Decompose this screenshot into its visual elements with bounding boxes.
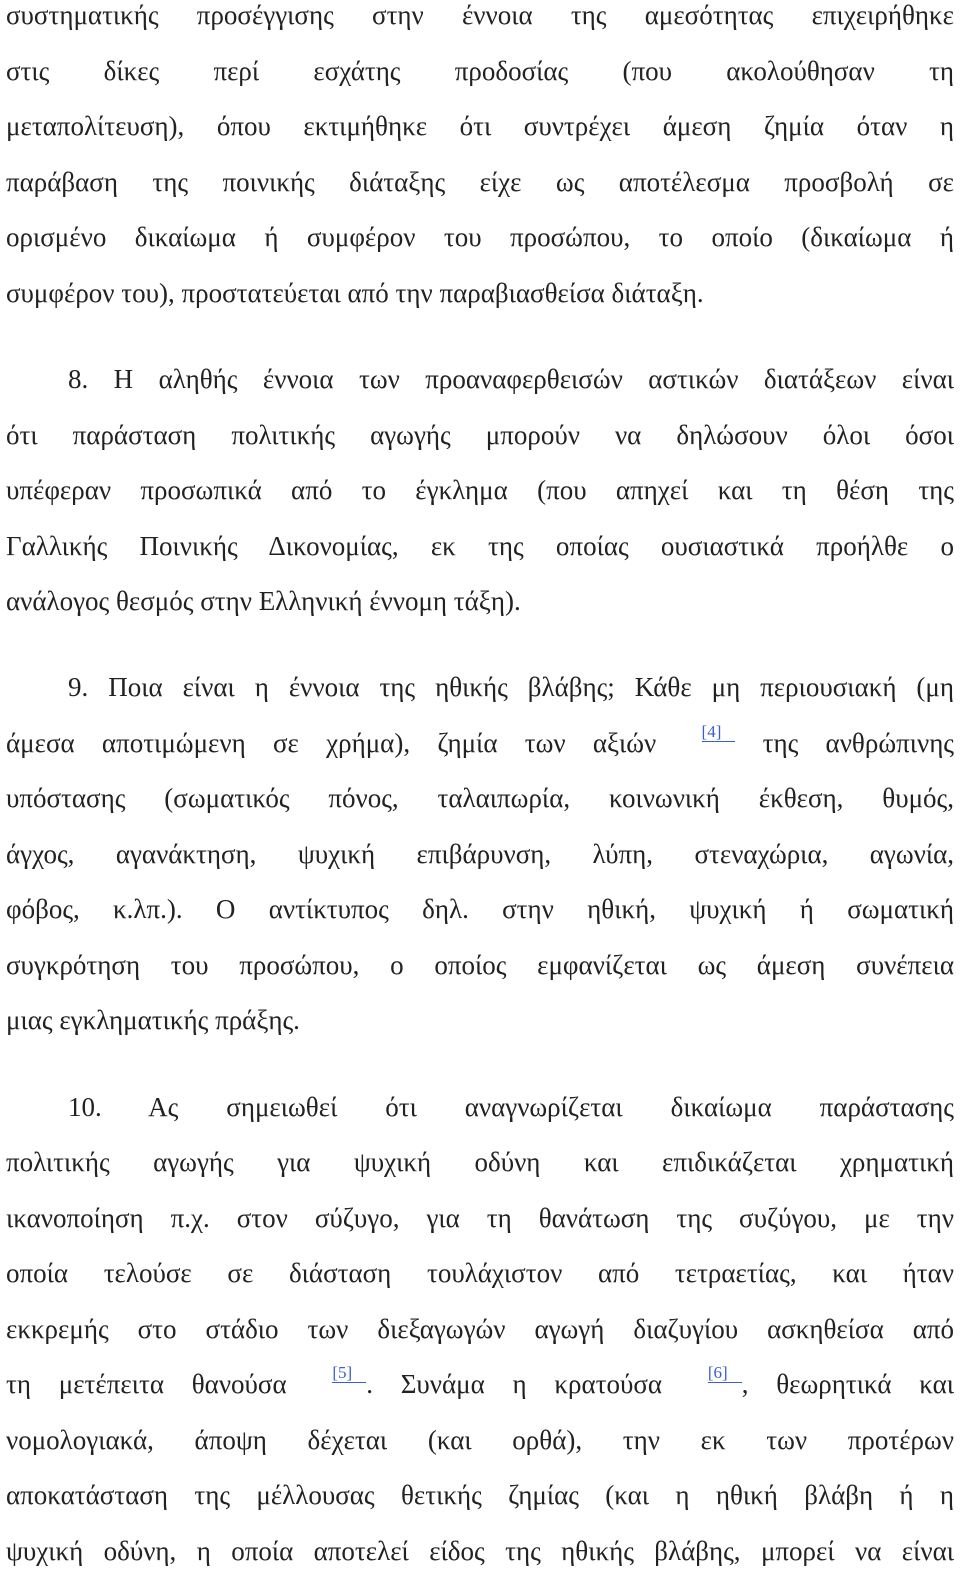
- line-segment: τη μετέπειτα θανούσα: [6, 1369, 287, 1399]
- text-line: υπόστασης (σωματικός πόνος, ταλαιπωρία, κοινωνική έκθεση, θυμός,: [6, 783, 954, 813]
- line-segment: άμεσα αποτιμώμενη σε χρήμα), ζημία των αξιών: [6, 728, 657, 758]
- text-line: στις δίκες περί εσχάτης προδοσίας (που ακολούθησαν τη: [6, 56, 954, 86]
- text-line: συμφέρον του), προστατεύεται από την παραβιασθείσα διάταξη.: [6, 278, 704, 308]
- text-line: ικανοποίηση π.χ. στον σύζυγο, για τη θανάτωση της συζύγου, με την: [6, 1203, 954, 1233]
- text-line: ψυχική οδύνη, η οποία αποτελεί είδος της ηθικής βλάβης, μπορεί να είναι: [6, 1536, 954, 1566]
- text-line: εκκρεμής στο στάδιο των διεξαγωγών αγωγή διαζυγίου ασκηθείσα από: [6, 1314, 954, 1344]
- text-line: αποκατάσταση της μέλλουσας θετικής ζημίας (και η ηθική βλάβη ή η: [6, 1480, 954, 1510]
- text-line: συστηματικής προσέγγισης στην έννοια της αμεσότητας επιχειρήθηκε: [6, 0, 954, 30]
- text-line: φόβος, κ.λπ.). Ο αντίκτυπος δηλ. στην ηθική, ψυχική ή σωματική: [6, 894, 954, 924]
- paragraph-first-line: 10. Ας σημειωθεί ότι αναγνωρίζεται δικαίωμα παράστασης: [68, 1092, 954, 1122]
- text-line: ότι παράσταση πολιτικής αγωγής μπορούν να δηλώσουν όλοι όσοι: [6, 420, 954, 450]
- text-line: συγκρότηση του προσώπου, ο οποίος εμφανίζεται ως άμεση συνέπεια: [6, 950, 954, 980]
- footnote-link[interactable]: [5]: [332, 1364, 366, 1383]
- text-line: νομολογιακά, άποψη δέχεται (και ορθά), την εκ των προτέρων: [6, 1425, 954, 1455]
- text-line: παράβαση της ποινικής διάταξης είχε ως αποτέλεσμα προσβολή σε: [6, 167, 954, 197]
- line-segment: της ανθρώπινης: [762, 728, 954, 758]
- line-segment: , θεωρητικά και: [741, 1369, 955, 1399]
- text-line: μεταπολίτευση), όπου εκτιμήθηκε ότι συντρέχει άμεση ζημία όταν η: [6, 111, 954, 141]
- text-line: πολιτικής αγωγής για ψυχική οδύνη και επιδικάζεται χρηματική: [6, 1147, 954, 1177]
- text-line: υπέφεραν προσωπικά από το έγκλημα (που απηχεί και τη θέση της: [6, 475, 954, 505]
- text-line: ορισμένο δικαίωμα ή συμφέρον του προσώπου, το οποίο (δικαίωμα ή: [6, 222, 954, 252]
- text-line: Γαλλικής Ποινικής Δικονομίας, εκ της οποίας ουσιαστικά προήλθε ο: [6, 531, 954, 561]
- paragraph-first-line: 8. Η αληθής έννοια των προαναφερθεισών αστικών διατάξεων είναι: [68, 364, 954, 394]
- text-line: άγχος, αγανάκτηση, ψυχική επιβάρυνση, λύπη, στεναχώρια, αγωνία,: [6, 839, 954, 869]
- text-line-with-footnotes: [6, 1363, 955, 1425]
- text-line: μιας εγκληματικής πράξης.: [6, 1005, 300, 1035]
- footnote-link[interactable]: [4]: [702, 723, 736, 742]
- paragraph-first-line: 9. Ποια είναι η έννοια της ηθικής βλάβης; Κάθε μη περιουσιακή (μη: [68, 672, 954, 702]
- text-line: ανάλογος θεσμός στην Ελληνική έννομη τάξη).: [6, 586, 521, 616]
- text-line-with-footnote: [6, 722, 954, 784]
- line-segment: . Συνάμα η κρατούσα: [366, 1369, 663, 1399]
- text-line: οποία τελούσε σε διάσταση τουλάχιστον από τετραετίας, και ήταν: [6, 1258, 954, 1288]
- footnote-link[interactable]: [6]: [708, 1364, 742, 1383]
